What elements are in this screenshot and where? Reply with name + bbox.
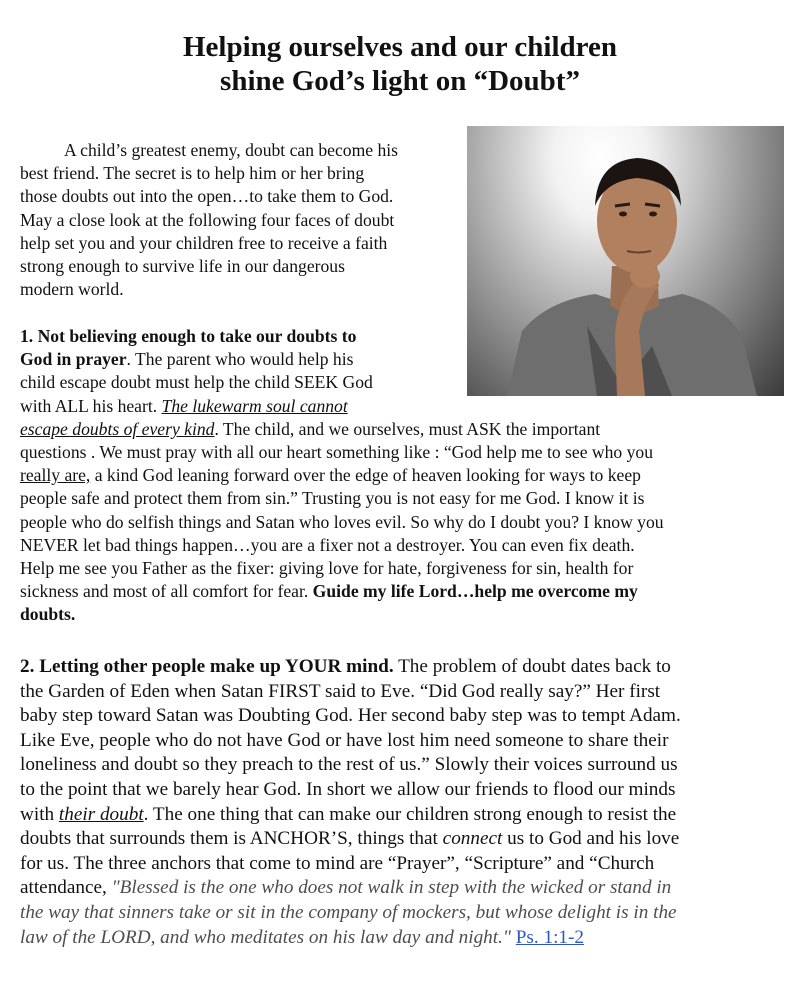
intro-line: best friend. The secret is to help him or her bring — [20, 163, 365, 184]
section-2-line: with their doubt. The one thing that can make our children strong enough to resist the — [20, 803, 677, 825]
section-1-line: with ALL his heart. The lukewarm soul cannot — [20, 395, 348, 416]
section-2-line: the way that sinners take or sit in the company of mockers, but whose delight is in the — [20, 901, 677, 923]
section-1-line: people safe and protect them from sin.” Trusting you is not easy for me God. I know it is — [20, 488, 645, 509]
intro-line: A child’s greatest enemy, doubt can become his — [64, 140, 399, 160]
section-2-line: Like Eve, people who do not have God or have lost him need someone to share their — [20, 729, 669, 751]
section-2-heading: 2. Letting other people make up YOUR mind. The problem of doubt dates back to — [20, 656, 671, 677]
section-2-line: baby step toward Satan was Doubting God. Her second baby step was to tempt Adam. — [20, 705, 681, 727]
intro-line: strong enough to survive life in our dangerous — [20, 255, 345, 276]
section-1-heading: 1. Not believing enough to take our doubts to — [20, 326, 357, 346]
section-1-line: Help me see you Father as the fixer: giving love for hate, forgiveness for sin, health for — [20, 557, 634, 578]
title-line-2: shine God’s light on “Doubt” — [220, 65, 580, 97]
section-2-line: to the point that we barely hear God. In short we allow our friends to flood our minds — [20, 778, 676, 800]
section-2-line: for us. The three anchors that come to mind are “Prayer”, “Scripture” and “Church — [20, 852, 655, 874]
section-1-line: questions . We must pray with all our heart something like : “God help me to see who you — [20, 441, 653, 462]
intro-line: May a close look at the following four faces of doubt — [20, 209, 395, 230]
section-1-line: sickness and most of all comfort for fear. Guide my life Lord…help me overcome my — [20, 581, 638, 602]
section-1-line: God in prayer. The parent who would help his — [20, 349, 354, 370]
intro-paragraph — [20, 139, 398, 301]
section-1-line: people who do selfish things and Satan who loves evil. So why do I doubt you? I know you — [20, 511, 664, 532]
section-1-line: really are, a kind God leaning forward over the edge of heaven looking for ways to keep — [20, 465, 641, 486]
page-title — [0, 30, 800, 98]
section-1-line: NEVER let bad things happen…you are a fixer not a destroyer. You can even fix death. — [20, 534, 635, 555]
section-2-line: attendance, "Blessed is the one who does not walk in step with the wicked or stand in — [20, 877, 672, 899]
section-1-line: escape doubts of every kind. The child, and we ourselves, must ASK the important — [20, 418, 601, 439]
section-1-line: child escape doubt must help the child SEEK God — [20, 372, 373, 393]
section-1 — [20, 325, 664, 626]
intro-line: modern world. — [20, 279, 124, 300]
intro-line: help set you and your children free to receive a faith — [20, 232, 388, 253]
section-1-line: doubts. — [20, 604, 76, 625]
scripture-reference-link[interactable]: Ps. 1:1-2 — [515, 926, 584, 948]
section-2-line: law of the LORD, and who meditates on his law day and night." Ps. 1:1-2 — [20, 926, 584, 948]
title-line-1: Helping ourselves and our children — [183, 31, 617, 63]
section-2-line: loneliness and doubt so they preach to the rest of us.” Slowly their voices surround us — [20, 754, 678, 776]
section-2-line: doubts that surrounds them is ANCHOR’S, things that connect us to God and his love — [20, 828, 680, 850]
section-2 — [20, 655, 681, 950]
intro-line: those doubts out into the open…to take them to God. — [20, 186, 394, 207]
section-2-line: the Garden of Eden when Satan FIRST said to Eve. “Did God really say?” Her first — [20, 680, 661, 702]
